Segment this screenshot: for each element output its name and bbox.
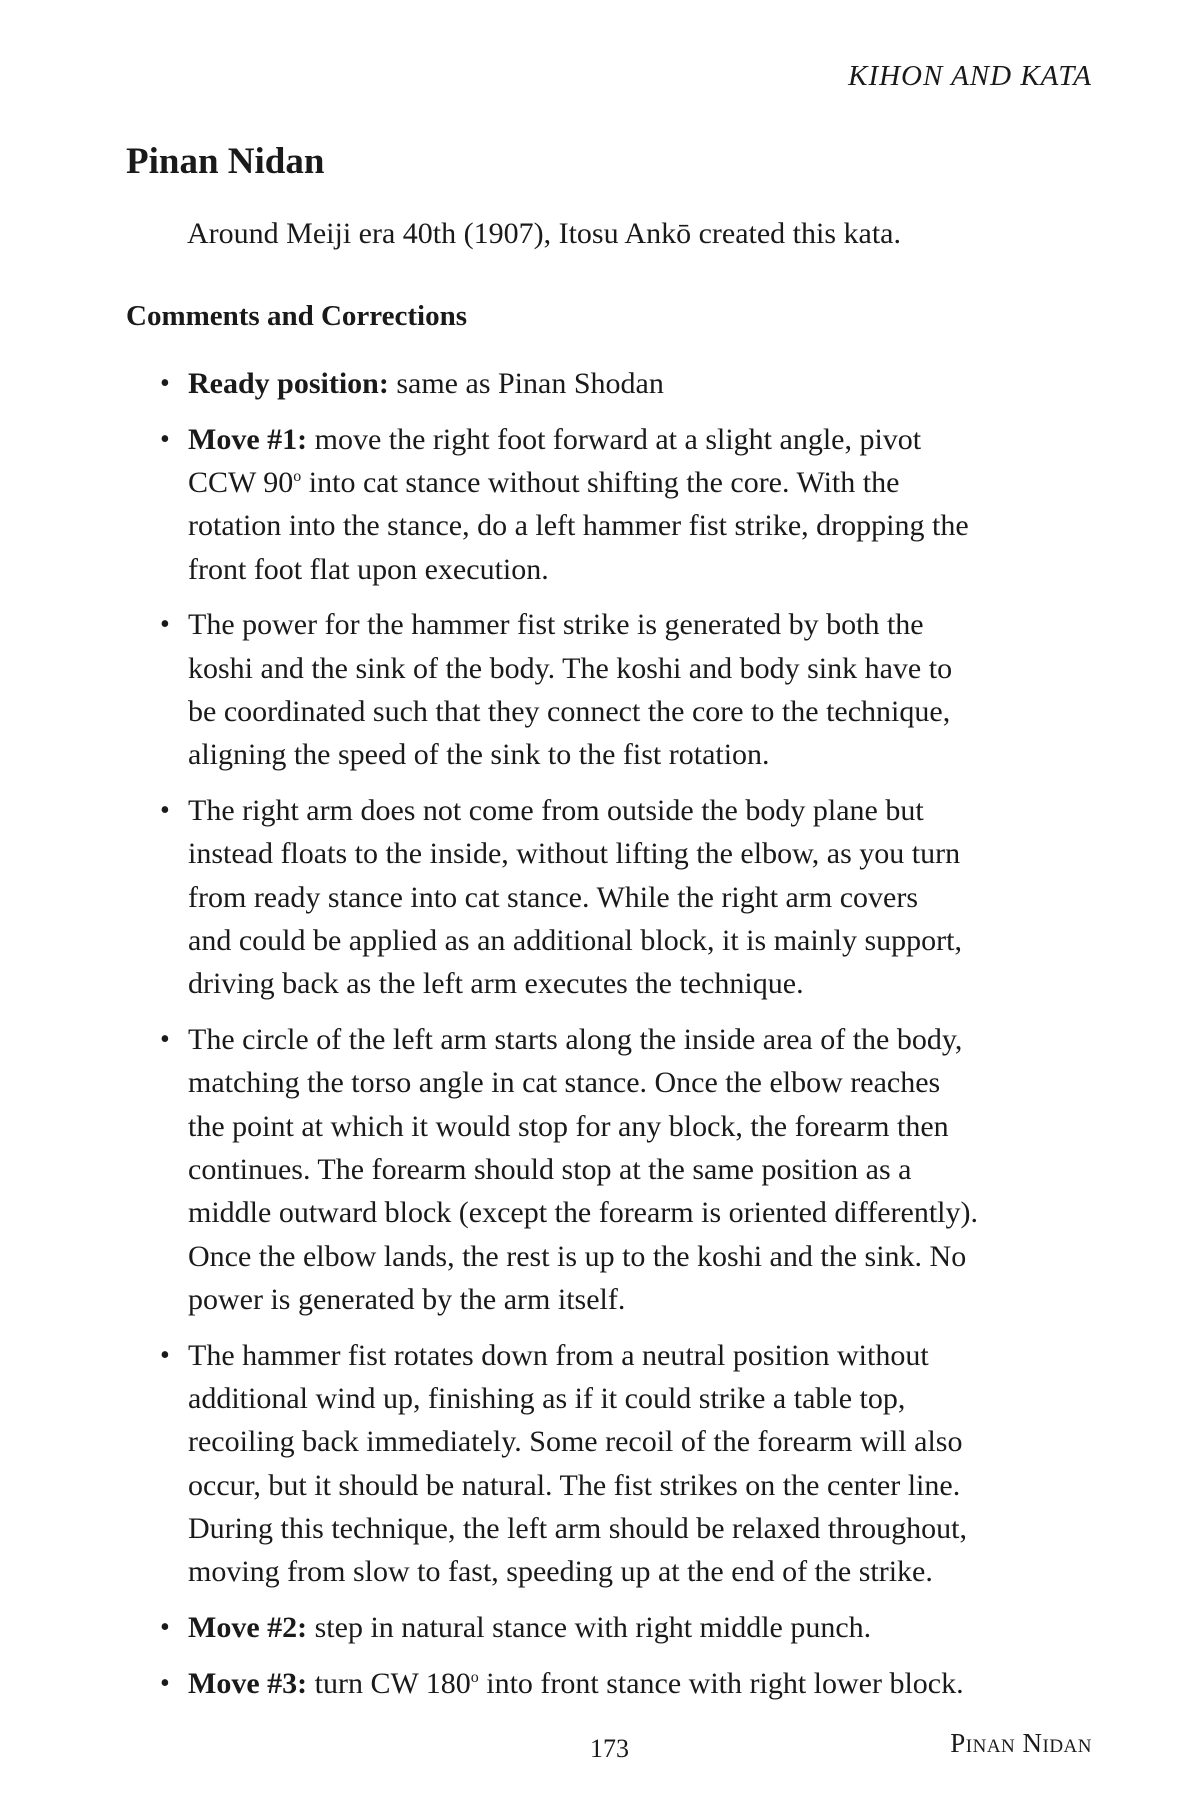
text-line: the point at which it would stop for any block, the forearm then xyxy=(188,1109,949,1143)
text-line: from ready stance into cat stance. While the right arm covers xyxy=(188,880,918,914)
list-item-text xyxy=(188,1606,1080,1649)
text-line: The circle of the left arm starts along the inside area of the body, xyxy=(188,1023,963,1057)
page-title: Pinan Nidan xyxy=(126,141,325,182)
list-item xyxy=(160,1662,1080,1705)
bullet-icon: • xyxy=(160,423,170,455)
text-line: move the right foot forward at a slight angle, pivot xyxy=(314,422,922,456)
list-item-lead: Move #2: xyxy=(188,1611,308,1645)
page-number: 173 xyxy=(590,1734,629,1763)
text-line: step in natural stance with right middle punch. xyxy=(314,1611,872,1645)
text-line: The hammer fist rotates down from a neutral position without xyxy=(188,1338,929,1372)
bullet-icon: • xyxy=(160,1667,170,1699)
text-line: into front stance with right lower block. xyxy=(486,1666,964,1700)
text-line: During this technique, the left arm should be relaxed throughout, xyxy=(188,1511,967,1545)
list-item-text xyxy=(188,603,1080,776)
list-item xyxy=(160,1334,1080,1594)
text-line: matching the torso angle in cat stance. Once the elbow reaches xyxy=(188,1066,941,1100)
text-line: The power for the hammer fist strike is generated by both the xyxy=(188,608,924,642)
intro-paragraph: Around Meiji era 40th (1907), Itosu Ankō created this kata. xyxy=(187,217,901,250)
list-item xyxy=(160,603,1080,776)
list-item xyxy=(160,418,1080,591)
text-line: front foot flat upon execution. xyxy=(188,552,549,586)
list-item xyxy=(160,362,1080,405)
text-line: same as Pinan Shodan xyxy=(396,367,664,400)
text-line: be coordinated such that they connect the core to the technique, xyxy=(188,695,951,729)
text-line: turn CW 180 xyxy=(314,1666,471,1700)
bullet-icon: • xyxy=(160,609,170,641)
list-item-text xyxy=(188,1018,1080,1321)
running-foot: Pinan Nidan xyxy=(950,1728,1092,1758)
text-line: moving from slow to fast, speeding up at the end of the strike. xyxy=(188,1555,933,1589)
text-line: middle outward block (except the forearm is oriented differently). xyxy=(188,1196,978,1230)
list-item xyxy=(160,1606,1080,1649)
list-item-lead: Ready position: xyxy=(188,367,389,400)
comments-list xyxy=(160,362,1080,1718)
text-line: rotation into the stance, do a left hammer fist strike, dropping the xyxy=(188,509,969,543)
text-line: power is generated by the arm itself. xyxy=(188,1282,626,1316)
bullet-icon: • xyxy=(160,1024,170,1056)
text-line: Once the elbow lands, the rest is up to the koshi and the sink. No xyxy=(188,1239,967,1273)
text-line: recoiling back immediately. Some recoil of the forearm will also xyxy=(188,1425,963,1459)
list-item-text xyxy=(188,362,1080,405)
bullet-icon: • xyxy=(160,795,170,827)
text-line: occur, but it should be natural. The fist strikes on the center line. xyxy=(188,1468,961,1502)
list-item-text xyxy=(188,1662,1080,1705)
text-line: driving back as the left arm executes the technique. xyxy=(188,967,804,1001)
list-item-lead: Move #1: xyxy=(188,422,308,456)
text-line: continues. The forearm should stop at the same position as a xyxy=(188,1153,912,1187)
list-item xyxy=(160,789,1080,1005)
degree-mark: o xyxy=(470,1668,479,1686)
text-line: The right arm does not come from outside the body plane but xyxy=(188,794,924,828)
text-line: instead floats to the inside, without lifting the elbow, as you turn xyxy=(188,837,961,871)
text-line: aligning the speed of the sink to the fist rotation. xyxy=(188,738,770,772)
bullet-icon: • xyxy=(160,1612,170,1644)
list-item-text xyxy=(188,1334,1080,1594)
bullet-icon: • xyxy=(160,1339,170,1371)
text-line: CCW 90 xyxy=(188,466,294,500)
bullet-icon: • xyxy=(160,368,170,399)
text-line: into cat stance without shifting the core. With the xyxy=(308,466,900,500)
running-head: KIHON AND KATA xyxy=(848,60,1092,92)
text-line: koshi and the sink of the body. The koshi and body sink have to xyxy=(188,651,953,685)
list-item-text xyxy=(188,418,1080,591)
text-line: additional wind up, finishing as if it could strike a table top, xyxy=(188,1382,906,1416)
list-item-lead: Move #3: xyxy=(188,1666,308,1700)
list-item-text xyxy=(188,789,1080,1005)
text-line: and could be applied as an additional block, it is mainly support, xyxy=(188,924,963,958)
section-heading: Comments and Corrections xyxy=(126,300,467,332)
list-item xyxy=(160,1018,1080,1321)
degree-mark: o xyxy=(293,468,302,486)
